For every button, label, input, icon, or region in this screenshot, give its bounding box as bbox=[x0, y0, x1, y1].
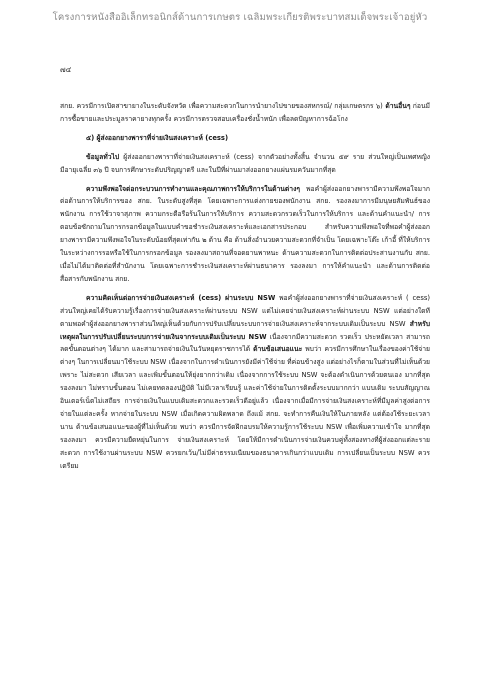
paragraph-text: พอคำผู้ส่งออกยางพาราที่จ่ายเงินสงเคราะห์ ( cess) ส่วนใหญ่เคยได้รับความรู้เรื่องการจ่ายเงินสงเคราะห์ผ่านระบบ NSW แต่ไม่เคยจ่ายเงินสงเคราะห์ผ่านระบบ NSW แต่อย่างใดทีตามพอคำผู้ส่งออกยางพาราส่วนใหญ่เห็นด้วยกับการปรับเปลี่ยนระบบการจ่ายเงินสงเคราะห์จากระบบเดิมเป็นระบบ NSW bbox=[60, 293, 430, 328]
paragraph-general-info bbox=[60, 151, 430, 177]
inline-bold-term: สำหรับเหตุผลในการปรับเปลี่ยนระบบการจ่ายเงินจากระบบเดิมเป็นระบบ NSW bbox=[60, 319, 430, 341]
paragraph-text: ก่อนมีการซื้อขายและประมูลราคายางทุกครั้ง ควรมีการตรวจสอบเครื่องชั่งน้ำหนัก เพื่อลดปัญหาการฉ้อโกง bbox=[60, 102, 431, 123]
section-heading: ๕) ผู้ส่งออกยางพาราที่จ่ายเงินสงเคราะห์ (cess) bbox=[86, 133, 229, 142]
running-header: โครงการหนังสืออิเล็กทรอนิกส์ด้านการเกษตร เฉลิมพระเกียรติพระบาทสมเด็จพระเจ้าอยู่หัว bbox=[52, 12, 428, 23]
paragraph-continuation bbox=[60, 100, 430, 126]
inline-bold-term: ความคิดเห็นต่อการจ่ายเงินสงเคราะห์ (cess) ผ่านระบบ NSW bbox=[86, 293, 276, 302]
paragraph-text: พบว่า ควรมีการศึกษาในเรื่องของค่าใช้จ่ายต่างๆ ในการเปลี่ยนมาใช้ระบบ NSW เนื่องจากในการดำเนินการยังมีค่าใช้จ่าย ที่ค่อนข้างสูง แต่อย่างไรก็ตามในส่วนที่ไม่เห็นด้วย เพราะ ไม่สะดวก เสียเวลา และเพิ่มขั้นตอนให้ยุ่งยากกว่าเดิม เนื่องจากการใช้ระบบ NSW จะต้องดำเนินการด้วยตนเอง มากที่สุด รองลงมา ไม่ทราบขั้นตอน ไม่เคยทดลองปฏิบัติ ไม่มีเวลาเรียนรู้ และค่าใช้จ่ายในการติดตั้งระบบมากกว่า แบบเดิม ระบบสัญญาณอินเตอร์เน็ตไม่เสถียร การจ่ายเงินในแบบเดิมสะดวกและรวดเร็วดีอยู่แล้ว เนื่องจากเมื่อมีการจ่ายเงินสงเคราะห์ที่มีมูลค่าสูงต่อการจ่ายในแต่ละครั้ง หากจ่ายในระบบ NSW เมื่อเกิดความผิดพลาด ถึงแม้ สกย. จะทำการคืนเงินให้ในภายหลัง แต่ต้องใช้ระยะเวลานาน ด้านข้อเสนอแนะของผู้ที่ไม่เห็นด้วย พบว่า ควรมีการจัดฝึกอบรมให้ความรู้การใช้ระบบ NSW เพื่อเพิ่มความเข้าใจ มากที่สุด รองลงมา ควรมีความยืดหยุ่นในการ จ่ายเงินสงเคราะห์ โดยให้มีการดำเนินการจ่ายเงินควบคู่ทั้งสองทางที่ผู้ส่งออกแต่ละรายสะดวก การใช้งานผ่านระบบ NSW ควรยกเว้น/ไม่มีค่าธรรมเนียมของธนาคารเกินกว่าแบบเดิม การเปลี่ยนเป็นระบบ NSW ควรเตรียม bbox=[60, 345, 430, 470]
paragraph-nsw-opinion bbox=[60, 292, 430, 473]
paragraph-satisfaction bbox=[60, 183, 430, 286]
page-body bbox=[60, 100, 430, 472]
inline-bold-term: ด้านอื่นๆ bbox=[382, 102, 411, 110]
inline-bold-term: ด้านข้อเสนอแนะ bbox=[253, 345, 303, 354]
paragraph-text: พอคำผู้ส่งออกยางพารามีความพึงพอใจมากต่อด้านการให้บริการของ สกย. ในระดับสูงที่สุด โดยเฉพาะการแต่งกายของพนักงาน สกย. รองลงมาการมีมนุษยสัมพันธ์ของพนักงาน การใช้วาจาสุภาพ ความกระตือรือร้นในการให้บริการ ความสะดวกรวดเร็วในการให้บริการ และด้านคำแนะนำ/ การตอบข้อซักถามในการกรอกข้อมูลในแบบคำขอชำระเงินสงเคราะห์และเอกสารประกอบ สำหรับความพึงพอใจที่พอคำผู้ส่งออกยางพารามีความพึงพอใจในระดับน้อยที่สุดเท่ากัน ๒ ด้าน คือ ด้านสิ่งอำนวยความสะดวกที่จำเป็น โดยเฉพาะโต๊ะ เก้าอี้ ที่ให้บริการในระหว่างการรอหรือใช้ในการกรอกข้อมูล รองลงมาสถานที่จอดยานพาหนะ ด้านความสะดวกในการติดต่อประสานงานกับ สกย. เมื่อไม่ได้มาติดต่อที่สำนักงาน โดยเฉพาะการชำระเงินสงเคราะห์ผ่านธนาคาร รองลงมา การให้คำแนะนำ และด้านการติดต่อสื่อสารกับพนักงาน สกย. bbox=[60, 184, 430, 283]
paragraph-text: ผู้ส่งออกยางพาราที่จ่ายเงินสงเคราะห์ (cess) จากตัวอย่างทั้งสิ้น จำนวน ๕๙ ราย ส่วนใหญ่เป็นเพศหญิง มีอายุเฉลี่ย ๓๖ ปี จบการศึกษาระดับปริญญาตรี และในปีที่ผ่านมาส่งออกยางแผ่นรมควันมากที่สุด bbox=[60, 152, 430, 174]
paragraph-text: เนื่องจากมีความสะดวก รวดเร็ว ประหยัดเวลา สามารถลดขั้นตอนต่างๆ ได้มาก และสามารถจ่ายเงินในวันหยุดราชการได้ bbox=[60, 332, 430, 354]
inline-bold-term: ข้อมูลทั่วไป bbox=[86, 152, 120, 161]
paragraph-text: สกย. ควรมีการเปิดสาขายางในระดับจังหวัด เพื่อความสะดวกในการนำยางไปขายของสหกรณ์/ กลุ่มเกษตรกร ๖) bbox=[60, 102, 383, 110]
inline-bold-term: ความพึงพอใจต่อกระบวนการทำงานและคุณภาพการให้บริการในด้านต่างๆ bbox=[86, 184, 300, 193]
page-number: ๗๔ bbox=[60, 65, 72, 74]
